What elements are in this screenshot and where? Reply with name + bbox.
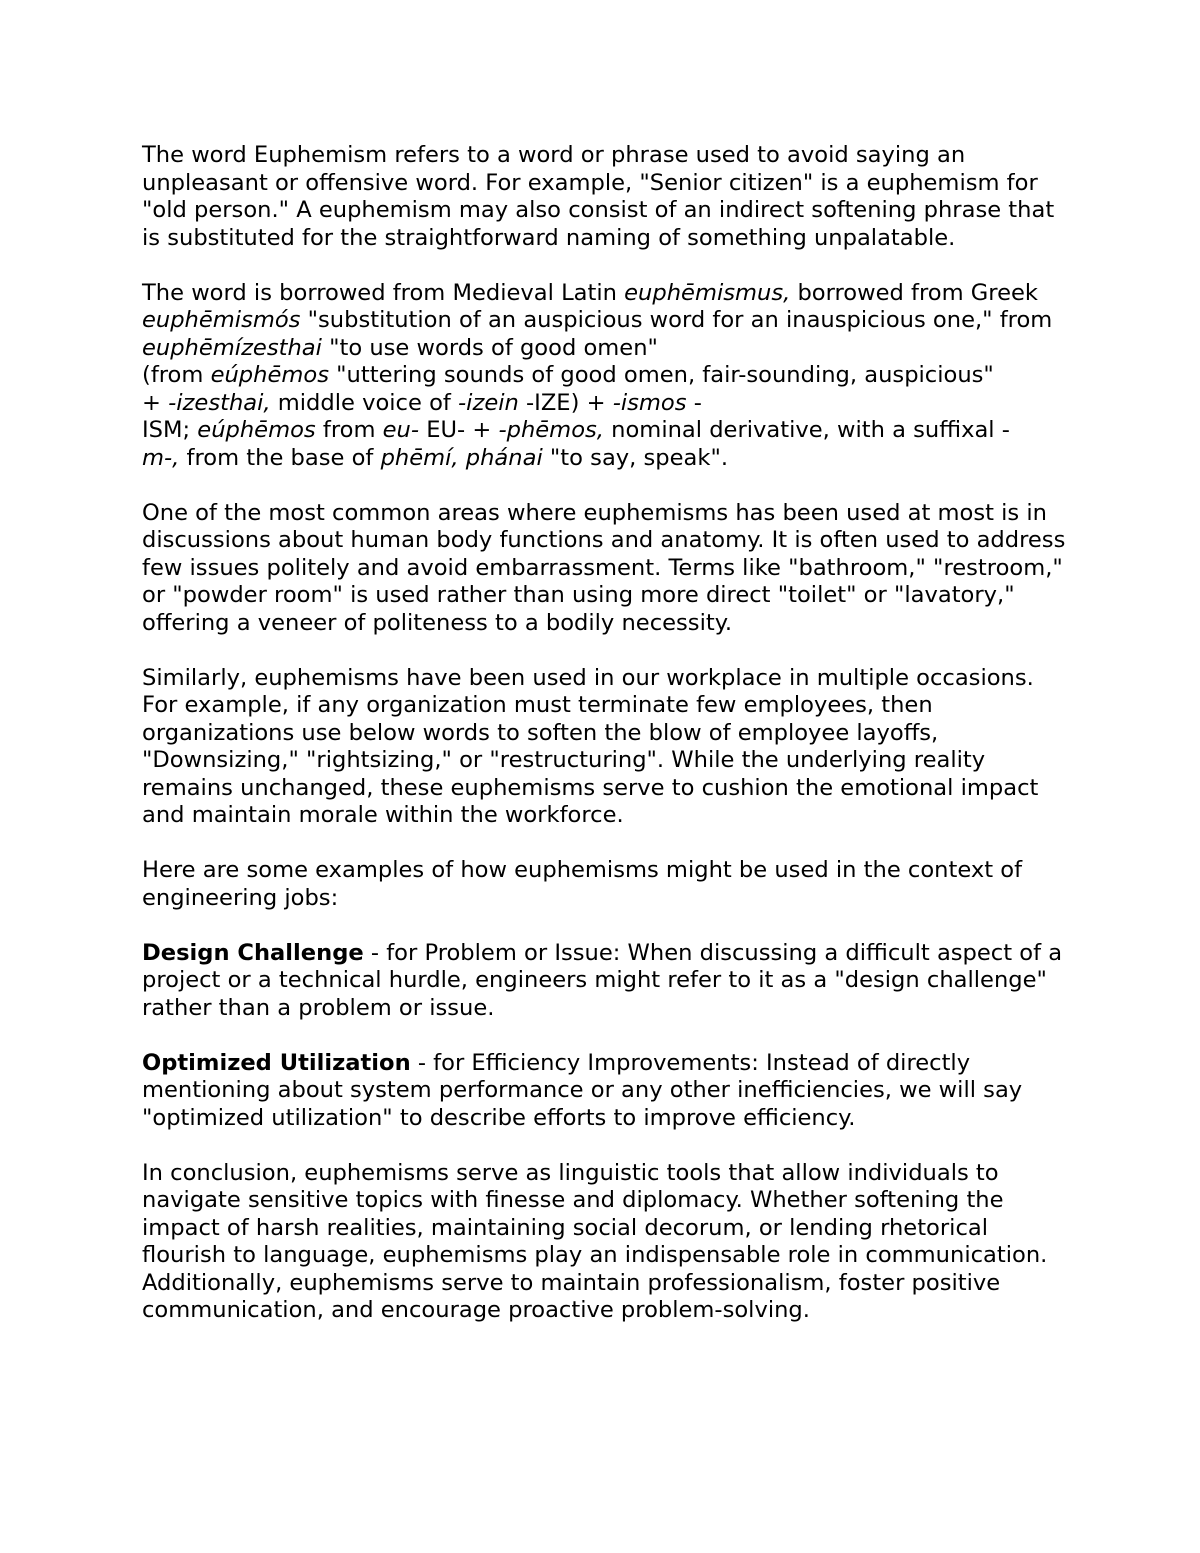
paragraph-example-optimized-utilization: [142, 1050, 1072, 1133]
etymology-term: euphēmismus,: [624, 279, 791, 306]
example-description: - for Problem or Issue: When discussing a difficult aspect of a project or a technical hurdle, engineers might refer to it as a "design challenge" rather than a problem or issue.: [142, 939, 1063, 1021]
etymology-term: eúphēmos: [210, 362, 329, 388]
etymology-term: m-,: [142, 444, 180, 471]
etymology-line-4: [142, 417, 1072, 445]
example-term: Design Challenge: [142, 939, 364, 966]
paragraph-example-design-challenge: [142, 940, 1072, 1023]
example-term: Optimized Utilization: [142, 1049, 411, 1076]
paragraph-examples-intro: Here are some examples of how euphemisms might be used in the context of engineering jobs:: [142, 857, 1023, 911]
etymology-text: middle voice of: [270, 389, 459, 416]
etymology-text: ISM;: [142, 417, 198, 443]
etymology-text: +: [142, 389, 169, 416]
etymology-term: -izein: [458, 389, 519, 416]
etymology-text: from the base of: [179, 444, 381, 471]
etymology-line-3: [142, 390, 1072, 418]
paragraph-workplace: Similarly, euphemisms have been used in our workplace in multiple occasions. For example, if any organization must terminate few employees, then organizations use below words to soften the blow of employee layoffs, "Downsizing," "rightsizing," or "restructuring". While the underlying reality remains unchanged, these euphemisms serve to cushion the emotional impact and maintain morale within the workforce.: [142, 664, 1039, 828]
etymology-term: eu-: [382, 417, 420, 443]
etymology-text: -: [686, 389, 702, 416]
paragraph-definition: The word Euphemism refers to a word or phrase used to avoid saying an unpleasant or offensive word. For example, "Senior citizen" is a euphemism for "old person." A euphemism may also consist of an indirect softening phrase that is substituted for the straightforward naming of something unpalatable.: [142, 142, 1055, 251]
etymology-text: "to say, speak".: [542, 444, 729, 471]
example-description: - for Efficiency Improvements: Instead of directly mentioning about system performance or any other inefficiencies, we will say "optimized utilization" to describe efforts to improve efficiency.: [142, 1049, 1023, 1131]
etymology-term: euphēmismós: [142, 307, 301, 333]
etymology-text: "uttering sounds of good omen, fair-sounding, auspicious": [328, 362, 994, 388]
etymology-term: eúphēmos: [197, 417, 316, 443]
etymology-text: (from: [142, 362, 211, 388]
etymology-text: The word is borrowed from Medieval Latin: [142, 279, 625, 306]
etymology-line-1: [142, 280, 1072, 363]
etymology-text: -IZE) +: [518, 389, 613, 416]
etymology-text: nominal derivative, with a suffixal -: [603, 417, 1010, 443]
etymology-text: "substitution of an auspicious word for an inauspicious one," from: [300, 307, 1053, 333]
etymology-text: from: [315, 417, 383, 443]
document-page: [142, 142, 1072, 1352]
paragraph-etymology: [142, 280, 1072, 473]
paragraph-body-functions: One of the most common areas where euphemisms has been used at most is in discussions about human body functions and anatomy. It is often used to address few issues politely and avoid embarrassment. Terms like "bathroom," "restroom," or "powder room" is used rather than using more direct "toilet" or "lavatory," offering a veneer of politeness to a bodily necessity.: [142, 499, 1066, 636]
etymology-text: "to use words of good omen": [321, 334, 658, 361]
etymology-text: borrowed from Greek: [790, 279, 1038, 306]
etymology-line-5: [142, 445, 1072, 473]
etymology-term: -ismos: [612, 389, 687, 416]
etymology-line-2: [142, 362, 1072, 390]
etymology-text: EU- +: [419, 417, 499, 443]
etymology-term: -phēmos,: [498, 417, 604, 443]
etymology-term: phēmí, phánai: [380, 444, 543, 471]
paragraph-conclusion: In conclusion, euphemisms serve as linguistic tools that allow individuals to navigate sensitive topics with finesse and diplomacy. Whether softening the impact of harsh realities, maintaining social decorum, or lending rhetorical flourish to language, euphemisms play an indispensable role in communication. Additionally, euphemisms serve to maintain professionalism, foster positive communication, and encourage proactive problem-solving.: [142, 1159, 1048, 1323]
etymology-term: euphēmízesthai: [142, 334, 322, 361]
etymology-term: -izesthai,: [168, 389, 271, 416]
